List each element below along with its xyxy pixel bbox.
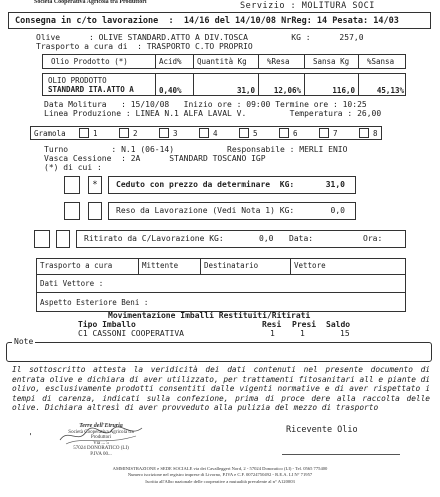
stamp-line-2: Società Cooperativa Agricola tra Produttori bbox=[68, 429, 134, 441]
header-yield: %Resa bbox=[259, 55, 305, 68]
driver-label: Dati Vettore : bbox=[40, 279, 104, 288]
packaging-returned-value: 1 bbox=[270, 329, 275, 338]
olive-line: Olive : OLIVE STANDARD.ATTO A DIV.TOSCA KG : 257,0 bbox=[36, 33, 364, 42]
consignment-bar bbox=[8, 12, 431, 29]
gramola-box-4 bbox=[199, 128, 209, 138]
header-pomace: Sansa Kg bbox=[305, 55, 359, 68]
aspect-row bbox=[37, 293, 405, 311]
turno-line: Turno : N.1 (06-14) Responsabile : MERLI ENIO bbox=[44, 145, 348, 154]
packaging-balance-header: Saldo bbox=[326, 320, 351, 329]
header-product: Olio Prodotto (*) bbox=[43, 55, 156, 68]
note-box[interactable] bbox=[6, 342, 432, 362]
packaging-taken-header: Presi bbox=[292, 320, 317, 329]
gramola-num-2: 2 bbox=[133, 129, 138, 138]
transport-header-row bbox=[37, 259, 405, 275]
gramola-box-5 bbox=[239, 128, 249, 138]
gramola-box-1 bbox=[79, 128, 89, 138]
recipient-cell: Destinatario bbox=[201, 259, 291, 274]
product-cell bbox=[43, 74, 156, 95]
pomace-pct-value: 45,13% bbox=[376, 86, 404, 95]
withdrawn-label: Ritirato da C/Lavorazione KG: bbox=[84, 234, 224, 243]
cooperative-name: Società Cooperativa Agricola tra Produttori bbox=[34, 0, 147, 5]
gramola-num-5: 5 bbox=[253, 129, 258, 138]
sale-checkbox-a[interactable] bbox=[64, 176, 80, 194]
gramola-box-8 bbox=[359, 128, 369, 138]
pomace-value: 116,0 bbox=[305, 74, 359, 95]
gramola-box-7 bbox=[319, 128, 329, 138]
footer bbox=[0, 466, 440, 485]
withdrawn-date-label: Data: bbox=[289, 234, 314, 243]
gramola-num-1: 1 bbox=[93, 129, 98, 138]
of-which-label: (*) di cui : bbox=[44, 163, 102, 172]
gramola-label: Gramola bbox=[34, 129, 66, 138]
receiver-signature-line bbox=[282, 454, 400, 455]
withdrawn-checkbox-b[interactable] bbox=[56, 230, 70, 248]
withdrawn-checkbox-a[interactable] bbox=[34, 230, 50, 248]
yield-value: 12,06% bbox=[259, 74, 305, 95]
header-pomace-pct: %Sansa bbox=[367, 57, 395, 66]
gramola-num-3: 3 bbox=[173, 129, 178, 138]
product-line1: OLIO PRODOTTO bbox=[48, 76, 107, 85]
footer-line-2: Numero iscrizione nel registro imprese di Livorno, P.IVA e C.F. 00724750492 - R.E.A. LI N° 71957 bbox=[127, 472, 313, 478]
footer-line-3: Iscritta all'Albo nazionale delle cooperative a mutualità prevalente al n° A120003 bbox=[145, 478, 295, 484]
packaging-balance-value: 15 bbox=[340, 329, 350, 338]
sale-label: Ceduto con prezzo da determinare KG: bbox=[116, 180, 295, 189]
processing-yield-box bbox=[108, 202, 356, 220]
transport-table bbox=[36, 258, 406, 312]
processing-yield-label: Reso da Lavorazione (Vedi Nota 1) KG: bbox=[116, 206, 295, 215]
receiver-label: Ricevente Olio bbox=[286, 425, 358, 435]
stamp-line-3: Via ... 5 bbox=[93, 440, 109, 446]
product-table-row bbox=[42, 73, 406, 96]
withdrawn-time-label: Ora: bbox=[363, 234, 383, 243]
service-title: Servizio : MOLITURA SOCI bbox=[240, 1, 375, 11]
production-line: Linea Produzione : LINEA N.1 ALFA LAVAL V. Temperatura : 26,00 bbox=[44, 109, 382, 118]
yield-checkbox-b[interactable] bbox=[88, 202, 102, 220]
product-table-header bbox=[42, 54, 406, 69]
gramola-box-6 bbox=[279, 128, 289, 138]
aspect-label: Aspetto Esteriore Beni : bbox=[40, 298, 149, 307]
gramola-num-4: 4 bbox=[213, 129, 218, 138]
transport-by-line: Trasporto a cura di : TRASPORTO C.TO PROPRIO bbox=[36, 42, 253, 51]
packaging-type-value: C1 CASSONI COOPERATIVA bbox=[78, 329, 184, 338]
footer-line-1: AMMINISTRAZIONE e SEDE SOCIALE via dei Cavalleggeri Nord, 2 - 57024 Donoratico (LI) - Tel. 0565 775400 bbox=[112, 466, 328, 471]
gramola-row bbox=[30, 126, 382, 140]
company-stamp bbox=[62, 424, 140, 458]
header-acid: Acid% bbox=[156, 55, 194, 68]
packaging-type-header: Tipo Imballo bbox=[78, 320, 136, 329]
packaging-returned-header: Resi bbox=[262, 320, 282, 329]
gramola-num-6: 6 bbox=[293, 129, 298, 138]
packaging-title: Movimentazione Imballi Restituiti/Ritirati bbox=[108, 311, 311, 320]
transport-by-cell: Trasporto a cura bbox=[37, 259, 139, 274]
note-label: Note bbox=[14, 337, 34, 346]
declaration-text: Il sottoscritto attesta la veridicità dei dati contenuti nel presente documento di entrata olive e dichiara di aver utilizzato, per trattamenti fitosanitari all e piante di olivo, esclusivamente prodotti consentiti dalle vigenti normative e di aver rispettato i tempi di carenza, indicati sulla confezione, prima di proce dere alla raccolta delle olive. Dichiara altresì di aver provveduto alla pulizia del mezzo di trasporto bbox=[12, 365, 430, 413]
processing-yield-value: 0,0 bbox=[330, 206, 345, 215]
header-quantity: Quantità Kg bbox=[194, 55, 259, 68]
driver-row bbox=[37, 275, 405, 293]
carrier-cell: Vettore bbox=[294, 261, 326, 270]
stamp-line-5: P.IVA 00... bbox=[90, 451, 112, 457]
withdrawn-value: 0,0 bbox=[259, 234, 274, 243]
withdrawn-box bbox=[76, 230, 406, 248]
vasca-line: Vasca Cessione : 2A STANDARD TOSCANO IGP bbox=[44, 154, 266, 163]
gramola-box-3 bbox=[159, 128, 169, 138]
product-line2: STANDARD ITA.ATTO A bbox=[48, 84, 134, 94]
packaging-taken-value: 1 bbox=[300, 329, 305, 338]
gramola-num-8: 8 bbox=[373, 129, 378, 138]
consignment-text: Consegna in c/to lavorazione : 14/16 del 14/10/08 NrReg: 14 Pesata: 14/03 bbox=[15, 16, 399, 26]
quantity-value: 31,0 bbox=[194, 74, 259, 95]
gramola-box-2 bbox=[119, 128, 129, 138]
stamp-line-4: 57024 DONORATICO (LI) bbox=[73, 446, 129, 452]
gramola-num-7: 7 bbox=[333, 129, 338, 138]
milling-line: Data Molitura : 15/10/08 Inizio ore : 09:00 Termine ore : 10:25 bbox=[44, 100, 367, 109]
sale-box bbox=[108, 176, 356, 194]
sale-marker: * bbox=[88, 176, 102, 194]
stamp-line-1: Terre dell'Etruria bbox=[79, 423, 123, 429]
tick-mark: ' bbox=[28, 432, 33, 441]
acid-value: 0,40% bbox=[156, 74, 194, 95]
sale-value: 31,0 bbox=[325, 180, 345, 189]
yield-checkbox-a[interactable] bbox=[64, 202, 80, 220]
sender-cell: Mittente bbox=[139, 259, 201, 274]
